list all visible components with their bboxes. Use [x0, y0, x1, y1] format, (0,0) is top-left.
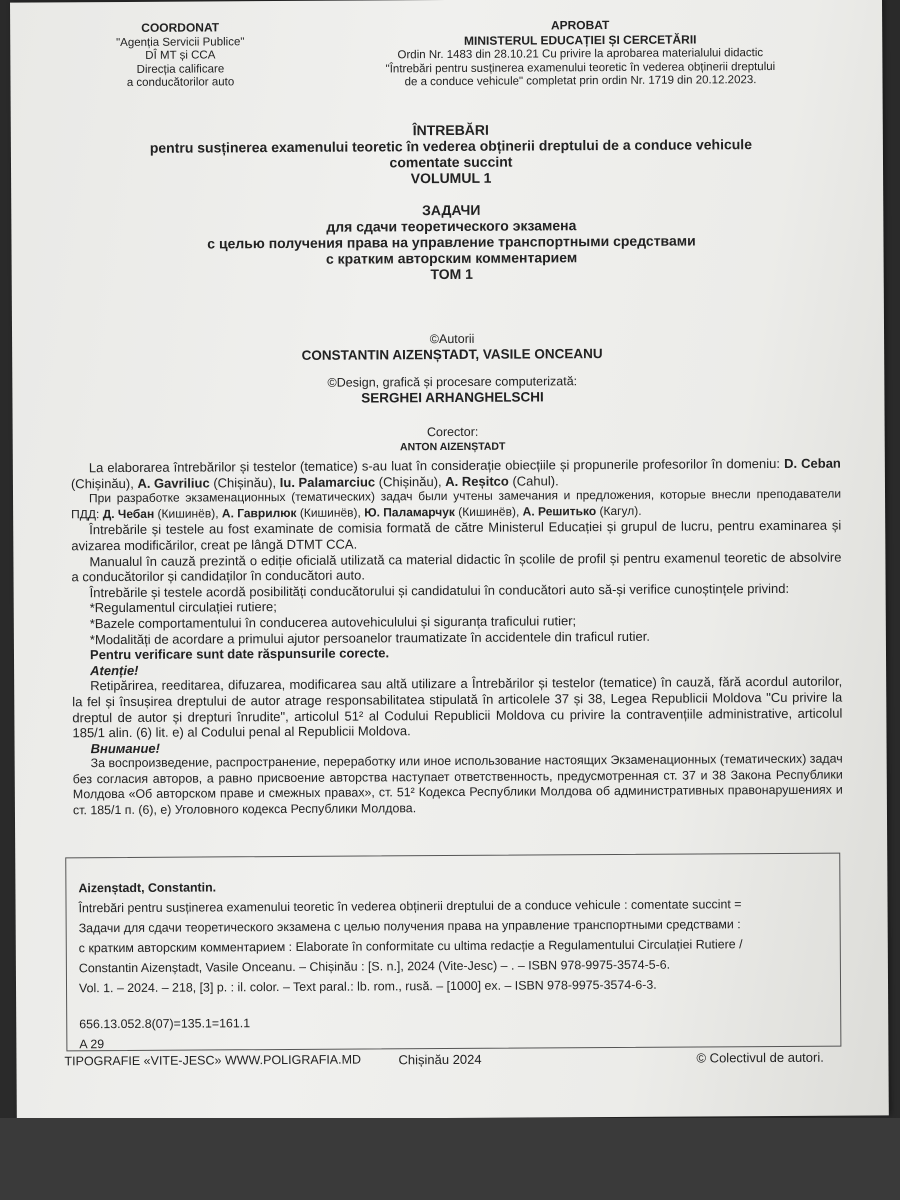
- warning-ru: За воспроизведение, распространение, переработку или иное использование настоящих Экзаменационных (тематических) задач без согласия авторов, а равно присвоение авторства наступает ответственность, предусмотренная ст. 37 и 38 Закона Республики Молдова «Об авторском праве и смежных правах», ст. 51² Кодекса Республики Молдова об административных правонарушениях и ст. 185/1 п. (6), е) Уголовного кодекса Республики Молдова.: [72, 751, 843, 818]
- title-russian: [51, 200, 851, 285]
- contributor-name: A. Gavriliuc: [137, 475, 210, 491]
- header-right-line: de a conduce vehicule" completat prin ordin Nr. 1719 din 20.12.2023.: [404, 74, 757, 89]
- contributor-name: А. Решитько: [522, 503, 597, 519]
- design-label: ©Design, grafică și procesare computerizată:: [327, 374, 578, 390]
- paragraph-contributors-ru: При разработке экзаменационных (тематических) задач были учтены замечания и предложения, которые внесли преподаватели ПДД: Д. Чебан (Кишинёв), А. Гаврилюк (Кишинёв), Ю. Паламарчук (Кишинёв), А. Решитько (Кагул).: [71, 486, 842, 522]
- paragraph-contributors-ro: La elaborarea întrebărilor și testelor (tematice) s-au luat în considerație obiecțiile și propunerile profesorilor în domeniu: D. Ceban (Chișinău), A. Gavriliuc (Chișinău), Iu. Palamarciuc (Chișinău), A. Reșitco (Cahul).: [70, 455, 841, 491]
- cip-line: Vol. 1. – 2024. – 218, [3] p. : il. color. – Text paral.: lb. rom., rusă. – [1000] ex. – ISBN 978-9975-3574-6-3.: [78, 977, 657, 996]
- title-romanian: [51, 120, 851, 189]
- paragraph-possibilities: Întrebările și testele acordă posibilități conducătorului și candidatului în conducători auto să-și verifice cunoștințele privind:: [89, 580, 790, 600]
- document-page: [10, 0, 889, 1121]
- design-block: [52, 373, 852, 408]
- corrector-block: [53, 423, 853, 458]
- topic-item: *Bazele comportamentului în conducerea autovehiculului și siguranța traficului rutier;: [89, 613, 577, 632]
- title-ro-line: VOLUMUL 1: [410, 169, 492, 187]
- authors-names: CONSTANTIN AIZENȘTADT, VASILE ONCEANU: [301, 346, 603, 363]
- contributor-name: D. Ceban: [783, 455, 841, 471]
- attention-heading-ru: Внимание!: [90, 740, 161, 756]
- header-left-line: "Agenția Servicii Publice": [116, 35, 245, 49]
- cip-line: Задачи для сдачи теоретического экзамена с целью получения права на управление транспортными средствами :: [78, 917, 741, 936]
- title-ro-line: ÎNTREBĂRI: [412, 121, 489, 139]
- city-year: Chișinău 2024: [398, 1051, 482, 1068]
- title-ru-line: с кратким авторским комментарием: [325, 249, 578, 267]
- title-ro-line: pentru susținerea examenului teoretic în vederea obținerii dreptului de a conduce vehicule: [149, 136, 753, 156]
- header-right-line: Ordin Nr. 1483 din 28.10.21 Cu privire la aprobarea materialului didactic: [397, 47, 764, 62]
- header-left-line: Direcția calificare: [136, 62, 225, 76]
- authors-block: [52, 330, 852, 365]
- authors-label: ©Autorii: [429, 331, 475, 347]
- cip-line: Constantin Aizenștadt, Vasile Onceanu. – Chișinău : [S. n.], 2024 (Vite-Jesc) – . – ISBN 978-9975-3574-5-6.: [78, 957, 671, 976]
- cip-author: Aizenștadt, Constantin.: [78, 880, 217, 896]
- warning-ro: Retipărirea, reeditarea, difuzarea, modificarea sau altă utilizare a Întrebărilor și testelor (tematice) în cauză, fără acordul autorilor, la fel și însușirea dreptului de autor atrage responsabilitatea stipulată în articolele 37 și 38, Legea Republicii Moldova "Cu privire la dreptul de autor și drepturi înrudite", articolul 51² al Codului Republicii Moldova cu privire la contravențiile administrative, articolul 185/1 alin. (6) lit. e) al Codului penal al Republicii Moldova.: [72, 673, 843, 741]
- cip-record-box: [65, 853, 841, 1052]
- contributor-name: Ю. Паламарчук: [364, 504, 455, 520]
- copyright-note: © Colectivul de autori.: [696, 1049, 824, 1066]
- printer-credit: TIPOGRAFIE «VITE-JESC» WWW.POLIGRAFIA.MD: [64, 1052, 362, 1069]
- topic-item: *Regulamentul circulației rutiere;: [89, 599, 277, 616]
- title-ru-line: ТОМ 1: [430, 265, 473, 283]
- title-ru-line: с целью получения права на управление транспортными средствами: [207, 232, 696, 252]
- topic-item: *Modalități de acordare a primului ajutor persoanelor traumatizate în accidentele din traficul rutier.: [89, 628, 650, 647]
- header-right-line: "Întrebări pentru susținerea examenului teoretic în vederea obținerii dreptului: [385, 60, 776, 75]
- verification-note: Pentru verificare sunt date răspunsurile corecte.: [89, 645, 390, 663]
- title-ru-line: для сдачи теоретического экзамена: [326, 217, 577, 235]
- cip-line: Întrebări pentru susținerea examenului teoretic în vederea obținerii dreptului de a conduce vehicule : comentate succint =: [78, 897, 742, 916]
- header-left-line: DÎ MT și CCA: [145, 49, 216, 62]
- ministry-name: MINISTERUL EDUCAȚIEI ȘI CERCETĂRII: [463, 31, 697, 48]
- approval-block-right: [340, 18, 820, 90]
- title-ru-line: ЗАДАЧИ: [422, 201, 481, 219]
- header-left-line: a conducătorilor auto: [126, 76, 235, 89]
- corrector-name: ANTON AIZENȘTADT: [399, 440, 506, 454]
- approval-block-left: [70, 21, 290, 91]
- coordonat-title: COORDONAT: [141, 20, 220, 35]
- udc-code: 656.13.052.8(07)=135.1=161.1: [79, 1016, 251, 1032]
- contributor-name: Iu. Palamarciuc: [279, 474, 376, 490]
- cip-line: с кратким авторским комментарием : Elaborate în conformitate cu ultima redacție a Regulamentului Circulației Rutiere /: [78, 937, 743, 956]
- title-ro-line: comentate succint: [389, 153, 513, 171]
- cip-code: A 29: [79, 1037, 105, 1052]
- designer-name: SERGHEI ARHANGHELSCHI: [361, 389, 544, 406]
- contributor-name: A. Reșitco: [445, 473, 509, 489]
- table-surface: [0, 1118, 900, 1200]
- aprobat-title: APROBAT: [550, 18, 610, 33]
- corrector-label: Corector:: [426, 424, 479, 440]
- contributor-name: А. Гаврилюк: [221, 505, 297, 521]
- contributor-name: Д. Чебан: [102, 506, 155, 521]
- paragraph-commission: Întrebările și testele au fost examinate de comisia formată de către Ministerul Educației și grupul de lucru, pentru examinarea și avizarea modificărilor, creat pe lângă DTMT CCA.: [71, 517, 842, 554]
- body-text: [71, 456, 843, 819]
- attention-heading-ro: Atenție!: [90, 662, 139, 678]
- paragraph-manual: Manualul în cauză prezintă o ediție oficială utilizată ca material didactic în școlile de profil și pentru examenul teoretic de absolvire a conducătorilor și candidaților în conducători auto.: [71, 549, 842, 585]
